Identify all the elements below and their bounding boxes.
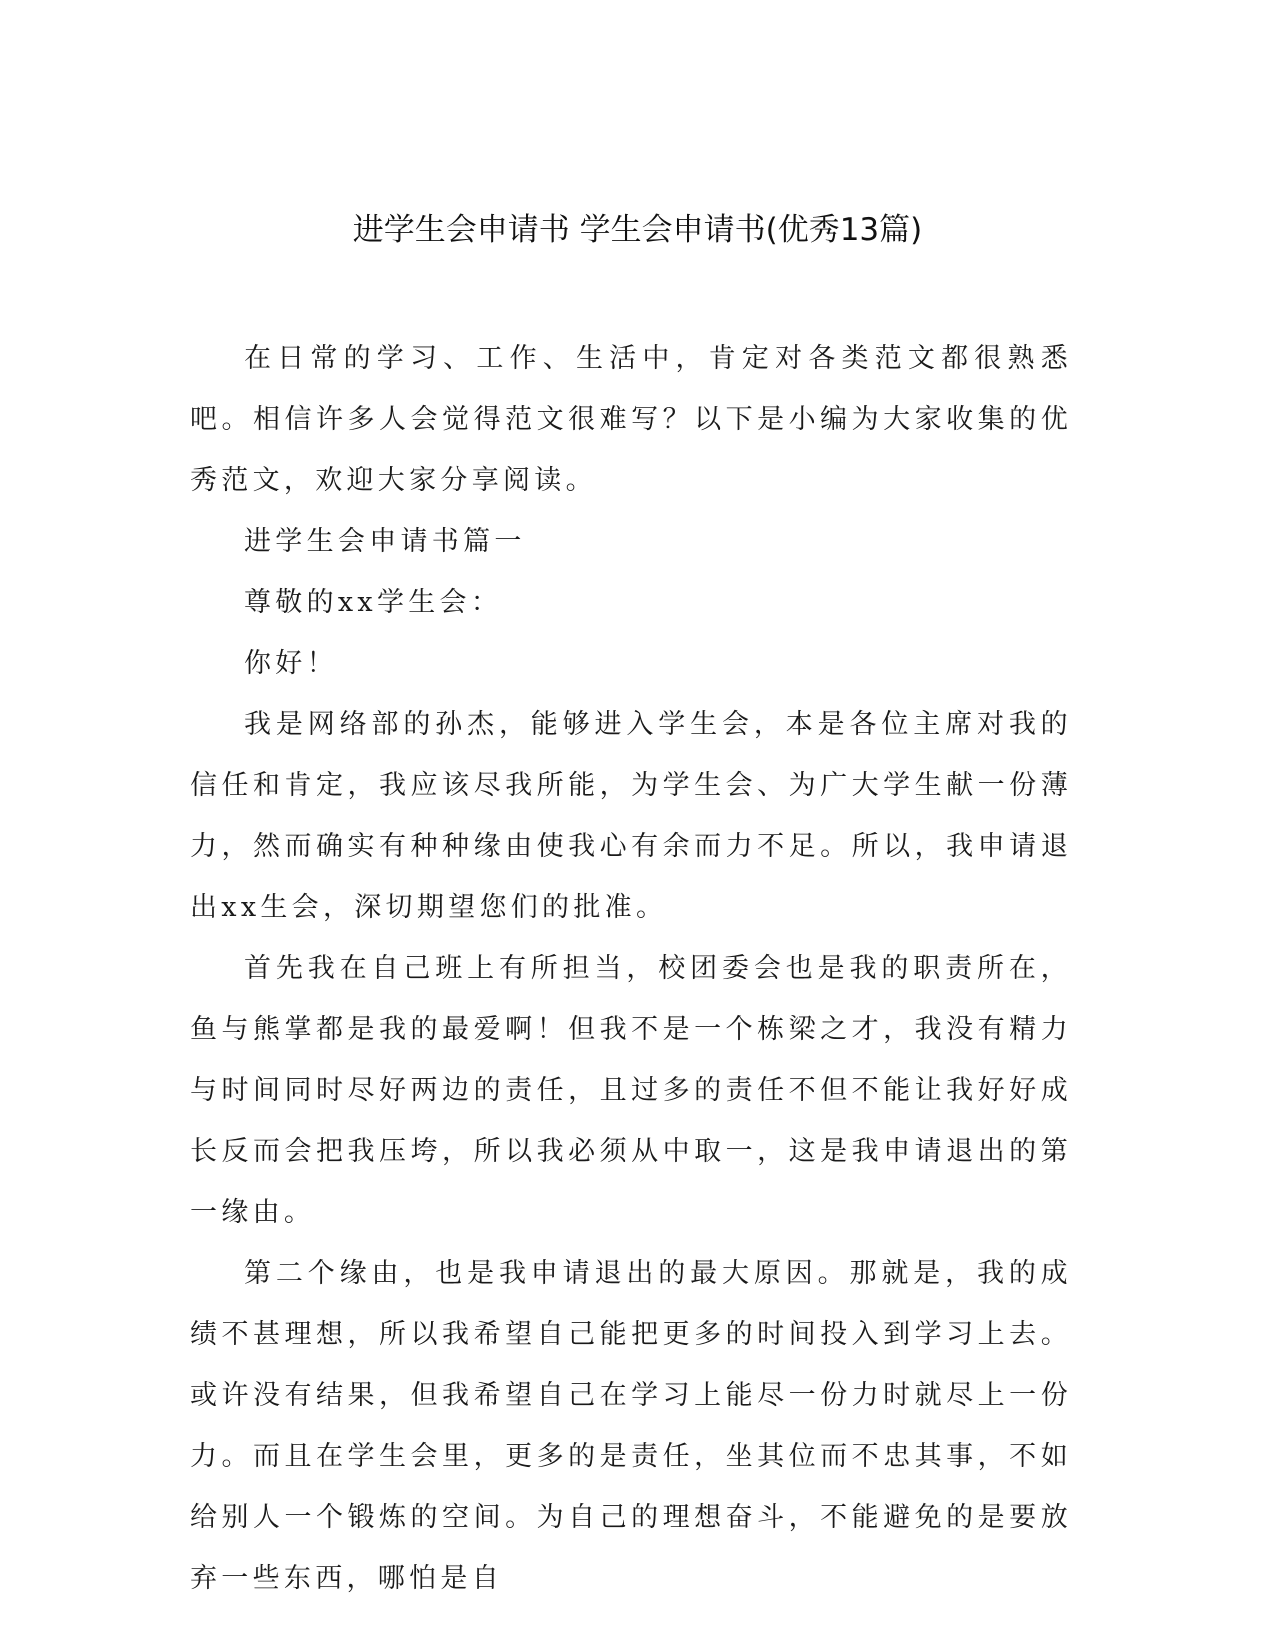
body-paragraph: 第二个缘由，也是我申请退出的最大原因。那就是，我的成绩不甚理想，所以我希望自己能把更多的时间投入到学习上去。或许没有结果，但我希望自己在学习上能尽一份力时就尽上一份力。而且在学生会里，更多的是责任，坐其位而不忠其事，不如给别人一个锻炼的空间。为自己的理想奋斗，不能避免的是要放弃一些东西，哪怕是自 (190, 1258, 1072, 1594)
greeting: 你好！ (244, 648, 338, 679)
document-title: 进学生会申请书 学生会申请书(优秀13篇) (352, 212, 923, 248)
body-paragraph: 首先我在自己班上有所担当，校团委会也是我的职责所在，鱼与熊掌都是我的最爱啊！但我不是一个栋梁之才，我没有精力与时间同时尽好两边的责任，且过多的责任不但不能让我好好成长反而会把我压垮，所以我必须从中取一，这是我申请退出的第一缘由。 (190, 953, 1072, 1228)
document-body (190, 328, 1072, 1609)
salutation: 尊敬的xx学生会： (244, 587, 503, 618)
section-heading: 进学生会申请书篇一 (244, 526, 526, 557)
intro-paragraph: 在日常的学习、工作、生活中，肯定对各类范文都很熟悉吧。相信许多人会觉得范文很难写？以下是小编为大家收集的优秀范文，欢迎大家分享阅读。 (190, 343, 1072, 496)
body-paragraph: 我是网络部的孙杰，能够进入学生会，本是各位主席对我的信任和肯定，我应该尽我所能，为学生会、为广大学生献一份薄力，然而确实有种种缘由使我心有余而力不足。所以，我申请退出xx生会，深切期望您们的批准。 (190, 709, 1072, 923)
